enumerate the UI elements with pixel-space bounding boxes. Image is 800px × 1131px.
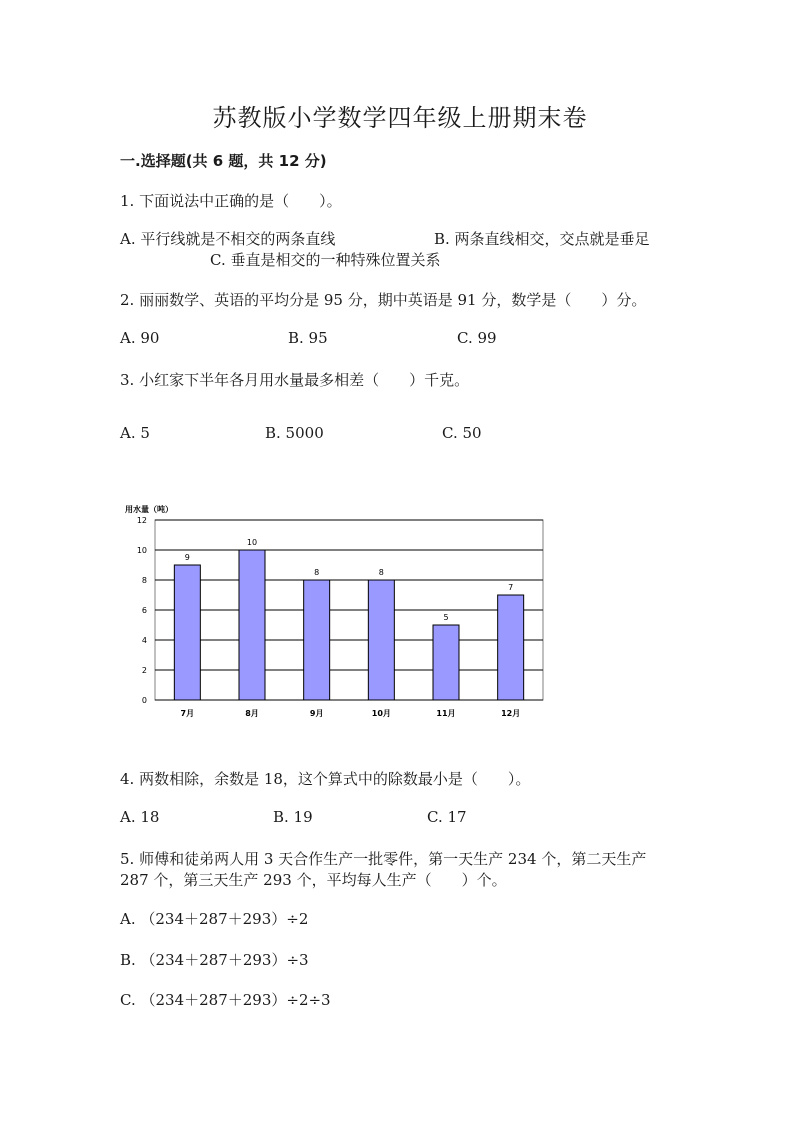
chart-x-tick-label: 10月	[371, 709, 391, 718]
chart-y-tick-label: 10	[136, 546, 147, 555]
question-3-stem: 3. 小红家下半年各月用水量最多相差（ ）千克。	[120, 371, 470, 389]
chart-x-tick-label: 12月	[501, 709, 521, 718]
chart-data-label: 9	[184, 553, 190, 562]
question-2-stem: 2. 丽丽数学、英语的平均分是 95 分，期中英语是 91 分，数学是（ ）分。	[120, 291, 647, 309]
chart-bar	[498, 595, 524, 700]
question-5-option-c: C. （234＋287＋293）÷2÷3	[120, 991, 331, 1009]
chart-bar	[304, 580, 330, 700]
question-5-option-a: A. （234＋287＋293）÷2	[120, 910, 309, 928]
question-4-option-c: C. 17	[427, 808, 467, 826]
chart-y-tick-label: 12	[136, 516, 147, 525]
question-2-option-c: C. 99	[457, 329, 497, 347]
question-5-option-b: B. （234＋287＋293）÷3	[120, 951, 309, 969]
chart-data-label: 5	[443, 613, 449, 622]
chart-data-label: 8	[314, 568, 320, 577]
chart-y-tick-label: 8	[141, 576, 147, 585]
chart-data-label: 10	[246, 538, 258, 547]
question-3-option-b: B. 5000	[265, 424, 324, 442]
chart-x-tick-label: 7月	[180, 709, 195, 718]
chart-x-tick-label: 11月	[436, 709, 456, 718]
chart-y-tick-label: 4	[141, 636, 147, 645]
question-1-option-a: A. 平行线就是不相交的两条直线	[120, 230, 336, 248]
chart-bar	[433, 625, 459, 700]
chart-y-tick-label: 0	[141, 696, 147, 705]
chart-y-tick-label: 2	[141, 666, 147, 675]
question-2-option-a: A. 90	[120, 329, 160, 347]
question-1-option-c: C. 垂直是相交的一种特殊位置关系	[210, 251, 441, 269]
question-1-option-b: B. 两条直线相交，交点就是垂足	[434, 230, 650, 248]
question-4-option-b: B. 19	[273, 808, 313, 826]
chart-bar	[368, 580, 394, 700]
section-heading: 一.选择题(共 6 题，共 12 分)	[120, 152, 327, 170]
question-3-option-a: A. 5	[120, 424, 150, 442]
question-4-stem: 4. 两数相除，余数是 18，这个算式中的除数最小是（ ）。	[120, 770, 531, 788]
page-title: 苏教版小学数学四年级上册期末卷	[212, 104, 588, 132]
chart-x-tick-label: 9月	[309, 709, 324, 718]
chart-data-label: 7	[508, 583, 514, 592]
chart-bar	[174, 565, 200, 700]
question-5-stem-line-2: 287 个，第三天生产 293 个，平均每人生产（ ）个。	[120, 871, 507, 889]
water-usage-bar-chart	[115, 500, 555, 725]
question-2-option-b: B. 95	[288, 329, 328, 347]
chart-data-label: 8	[378, 568, 384, 577]
chart-y-tick-label: 6	[141, 606, 147, 615]
question-3-option-c: C. 50	[442, 424, 482, 442]
question-1-stem: 1. 下面说法中正确的是（ ）。	[120, 192, 342, 210]
chart-y-axis-label: 用水量（吨）	[125, 505, 173, 514]
question-5-stem-line-1: 5. 师傅和徒弟两人用 3 天合作生产一批零件，第一天生产 234 个，第二天生产	[120, 850, 647, 868]
chart-bar	[239, 550, 265, 700]
question-4-option-a: A. 18	[120, 808, 160, 826]
chart-x-tick-label: 8月	[245, 709, 259, 718]
